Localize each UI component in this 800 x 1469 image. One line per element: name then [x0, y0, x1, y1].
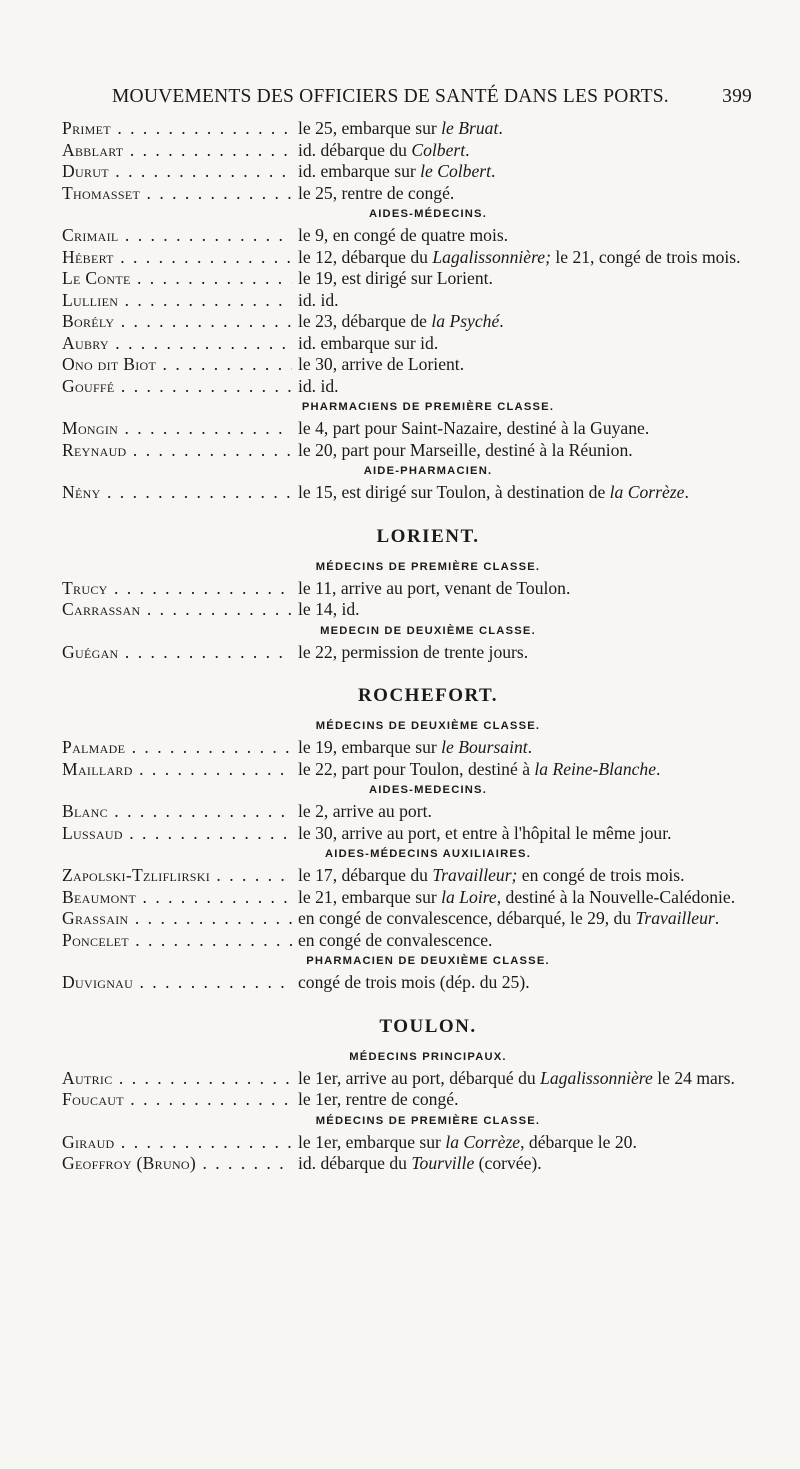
movement-description — [298, 225, 754, 247]
text-run: le 11, arrive au port, venant de Toulon. — [298, 577, 571, 598]
text-run: en congé de convalescence. — [298, 929, 493, 950]
personnel-entry — [62, 482, 754, 504]
personnel-entry — [62, 333, 754, 355]
text-run: . — [714, 908, 720, 928]
movement-description — [298, 376, 754, 398]
text-run: le 21, congé de trois mois. — [550, 246, 741, 267]
ship-name: le Boursaint — [441, 737, 528, 757]
movement-description — [298, 887, 754, 909]
officer-name: Foucaut . . . — [62, 1089, 292, 1111]
movement-description — [298, 333, 754, 355]
movement-description — [298, 418, 754, 440]
officer-name: Nény . . . — [62, 482, 292, 504]
text-run: id. débarque du — [298, 139, 412, 160]
officer-name: Aubry . . . — [62, 333, 292, 355]
ship-name: Lagalissonnière; — [432, 246, 551, 267]
text-run: le 17, débarque du — [298, 865, 433, 885]
text-run: le 23, débarque de — [298, 311, 432, 331]
text-run: id. embarque sur — [298, 161, 421, 181]
officer-name: Blanc . . . — [62, 801, 292, 823]
movement-description — [298, 118, 754, 140]
text-run: le 21, embarque sur — [298, 886, 442, 907]
document-body — [62, 118, 754, 1175]
text-run: en congé de trois mois. — [517, 865, 685, 885]
movement-description — [298, 642, 754, 664]
personnel-entry — [62, 290, 754, 312]
text-run: le 12, débarque du — [298, 246, 433, 267]
movement-description — [298, 1132, 754, 1154]
text-run: id. embarque sur id. — [298, 332, 439, 353]
movement-description — [298, 1068, 754, 1090]
movement-description — [298, 972, 754, 994]
officer-name: Le Conte . . . — [62, 268, 292, 290]
movement-description — [298, 823, 754, 845]
ship-name: la Corrèze — [445, 1131, 521, 1152]
personnel-entry — [62, 759, 754, 781]
movement-description — [298, 930, 754, 952]
movement-description — [298, 268, 754, 290]
text-run: . — [656, 758, 661, 779]
ship-name: la Reine-Blanche — [534, 758, 657, 779]
personnel-entry — [62, 161, 754, 183]
personnel-entry — [62, 599, 754, 621]
movement-description — [298, 1089, 754, 1111]
text-run: . — [499, 311, 504, 331]
officer-name: Trucy . . . — [62, 578, 292, 600]
text-run: id. débarque du — [298, 1153, 412, 1173]
text-run: le 25, rentre de congé. — [298, 182, 455, 203]
text-run: le 15, est dirigé sur Toulon, à destination de — [298, 482, 610, 502]
personnel-entry — [62, 865, 754, 887]
ship-name: Colbert — [411, 139, 466, 160]
personnel-entry — [62, 737, 754, 759]
movement-description — [298, 578, 754, 600]
text-run: en congé de convalescence, débarqué, le 29, du — [298, 908, 636, 928]
category-heading: MÉDECINS DE DEUXIÈME CLASSE. — [315, 720, 541, 732]
officer-name: Duvignau . . . — [62, 972, 292, 994]
movement-description — [298, 599, 754, 621]
officer-name: Crimail . . . — [62, 225, 292, 247]
movement-description — [298, 290, 754, 312]
officer-name: Lussaud . . . — [62, 823, 292, 845]
category-heading: AIDES-MÉDECINS AUXILIAIRES. — [324, 848, 532, 860]
category-heading: MÉDECINS PRINCIPAUX. — [349, 1050, 507, 1063]
movement-description — [298, 801, 754, 823]
officer-name: Maillard . . . — [62, 759, 292, 781]
movement-description — [298, 865, 754, 887]
personnel-entry — [62, 376, 754, 398]
port-heading: TOULON. — [379, 1015, 477, 1037]
movement-description — [298, 183, 754, 205]
personnel-entry — [62, 908, 754, 930]
category-heading: MEDECIN DE DEUXIÈME CLASSE. — [320, 624, 536, 637]
movement-description — [298, 1153, 754, 1175]
text-run: le 4, part pour Saint-Nazaire, destiné à la Guyane. — [298, 418, 650, 438]
ship-name: la Loire — [441, 886, 497, 907]
category-heading: AIDE-PHARMACIEN. — [363, 465, 493, 477]
officer-name: Durut . . . — [62, 161, 292, 183]
text-run: le 20, part pour Marseille, destiné à la Réunion. — [298, 439, 633, 460]
personnel-entry — [62, 440, 754, 462]
officer-name: Palmade . . . — [62, 737, 292, 759]
text-run: le 1er, arrive au port, débarqué du — [298, 1067, 541, 1088]
movement-description — [298, 482, 754, 504]
text-run: . — [491, 161, 496, 181]
running-title: MOUVEMENTS DES OFFICIERS DE SANTÉ DANS LES PORTS. — [112, 86, 669, 107]
movement-description — [298, 161, 754, 183]
movement-description — [298, 759, 754, 781]
personnel-entry — [62, 354, 754, 376]
text-run: . — [684, 482, 689, 502]
ship-name: Lagalissonnière — [540, 1067, 653, 1088]
movement-description — [298, 440, 754, 462]
movement-description — [298, 354, 754, 376]
officer-name: Mongin . . . — [62, 418, 292, 440]
text-run: le 1er, embarque sur — [298, 1131, 446, 1152]
personnel-entry — [62, 642, 754, 664]
movement-description — [298, 247, 754, 269]
personnel-entry — [62, 1153, 754, 1175]
text-run: id. id. — [298, 375, 339, 396]
officer-name: Borély . . . — [62, 311, 292, 333]
page-number: 399 — [722, 86, 752, 107]
officer-name: Beaumont . . . — [62, 887, 292, 909]
ship-name: Travailleur — [635, 908, 715, 928]
officer-name: Reynaud . . . — [62, 440, 292, 462]
personnel-entry — [62, 578, 754, 600]
personnel-entry — [62, 801, 754, 823]
personnel-entry — [62, 972, 754, 994]
personnel-entry — [62, 930, 754, 952]
officer-name: Giraud . . . — [62, 1132, 292, 1154]
text-run: le 19, embarque sur — [298, 737, 442, 757]
text-run: le 22, part pour Toulon, destiné à — [298, 758, 535, 779]
text-run: (corvée). — [474, 1153, 542, 1173]
personnel-entry — [62, 268, 754, 290]
text-run: le 30, arrive au port, et entre à l'hôpital le même jour. — [298, 822, 672, 843]
text-run: . — [465, 139, 470, 160]
ship-name: Tourville — [411, 1153, 475, 1173]
personnel-entry — [62, 247, 754, 269]
officer-name: Poncelet . . . — [62, 930, 292, 952]
personnel-entry — [62, 183, 754, 205]
personnel-entry — [62, 887, 754, 909]
category-heading: MÉDECINS DE PREMIÈRE CLASSE. — [315, 560, 541, 573]
port-heading: ROCHEFORT. — [357, 685, 499, 706]
text-run: congé de trois mois (dép. du 25). — [298, 972, 530, 992]
text-run: id. id. — [298, 289, 339, 310]
movement-description — [298, 908, 754, 930]
text-run: . — [527, 737, 533, 757]
text-run: le 22, permission de trente jours. — [298, 641, 529, 662]
category-heading: PHARMACIEN DE DEUXIÈME CLASSE. — [306, 955, 550, 967]
text-run: le 9, en congé de quatre mois. — [298, 225, 509, 245]
text-run: . — [498, 118, 503, 138]
officer-name: Geoffroy (Bruno) . . . — [62, 1153, 292, 1175]
personnel-entry — [62, 1132, 754, 1154]
personnel-entry — [62, 225, 754, 247]
officer-name: Guégan . . . — [62, 642, 292, 664]
movement-description — [298, 311, 754, 333]
officer-name: Lullien . . . — [62, 290, 292, 312]
ship-name: la Corrèze — [609, 482, 685, 502]
text-run: le 1er, rentre de congé. — [298, 1089, 459, 1109]
ship-name: la Psyché — [431, 311, 500, 331]
personnel-entry — [62, 1068, 754, 1090]
category-heading: PHARMACIENS DE PREMIÈRE CLASSE. — [301, 401, 555, 413]
officer-name: Autric . . . — [62, 1068, 292, 1090]
personnel-entry — [62, 118, 754, 140]
text-run: le 25, embarque sur — [298, 118, 442, 138]
ship-name: Travailleur; — [432, 865, 518, 885]
running-header — [112, 86, 752, 112]
text-run: le 19, est dirigé sur Lorient. — [298, 268, 493, 288]
officer-name: Abblart . . . — [62, 140, 292, 162]
personnel-entry — [62, 823, 754, 845]
officer-name: Primet . . . — [62, 118, 292, 140]
ship-name: le Colbert — [420, 161, 492, 181]
officer-name: Gouffé . . . — [62, 376, 292, 398]
officer-name: Hébert . . . — [62, 247, 292, 269]
text-run: , débarque le 20. — [520, 1131, 637, 1152]
movement-description — [298, 140, 754, 162]
officer-name: Zapolski-Tzliflirski . . . — [62, 865, 292, 887]
officer-name: Ono dit Biot . . . — [62, 354, 292, 376]
personnel-entry — [62, 311, 754, 333]
text-run: le 24 mars. — [652, 1067, 735, 1088]
officer-name: Thomasset . . . — [62, 183, 292, 205]
port-heading: LORIENT. — [376, 525, 480, 547]
text-run: le 2, arrive au port. — [298, 801, 432, 821]
movement-description — [298, 737, 754, 759]
text-run: le 14, id. — [298, 599, 360, 619]
personnel-entry — [62, 1089, 754, 1111]
ship-name: le Bruat — [441, 118, 499, 138]
category-heading: MÉDECINS DE PREMIÈRE CLASSE. — [315, 1114, 541, 1127]
category-heading: AIDES-MEDECINS. — [368, 784, 488, 796]
personnel-entry — [62, 140, 754, 162]
text-run: le 30, arrive de Lorient. — [298, 354, 465, 374]
personnel-entry — [62, 418, 754, 440]
category-heading: AIDES-MÉDECINS. — [368, 208, 488, 220]
officer-name: Carrassan . . . — [62, 599, 292, 621]
officer-name: Grassain . . . — [62, 908, 292, 930]
text-run: , destiné à la Nouvelle-Calédonie. — [496, 886, 736, 907]
